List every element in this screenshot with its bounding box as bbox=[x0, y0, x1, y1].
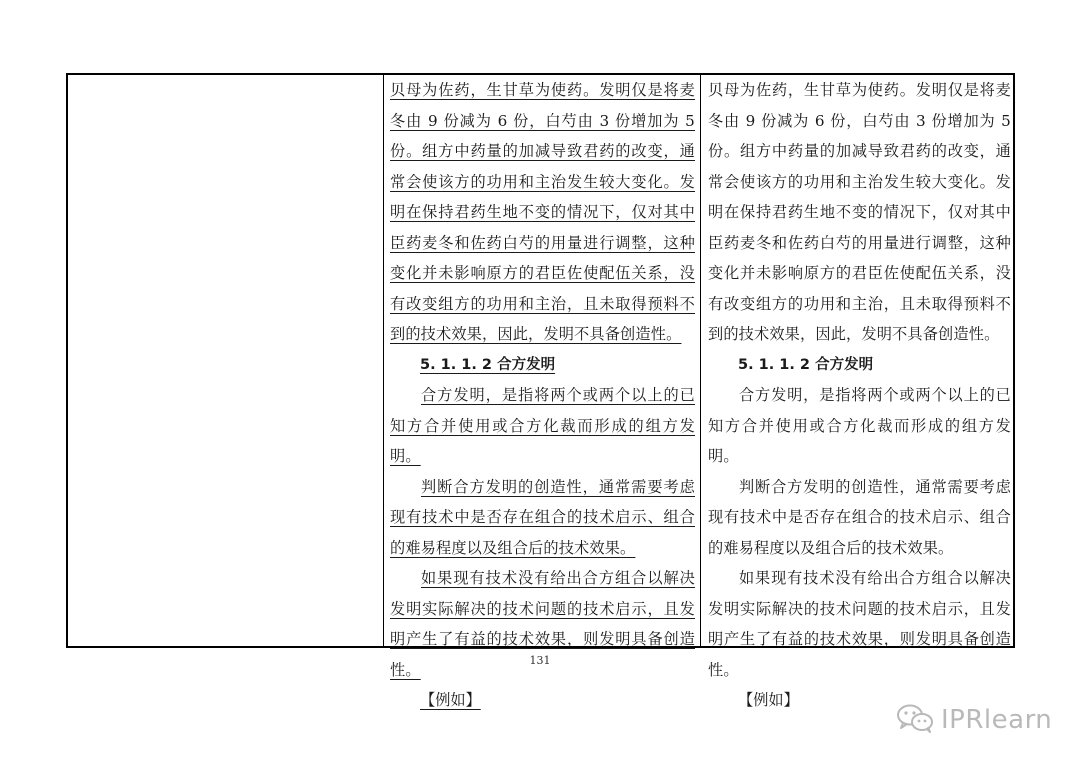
original-text-column bbox=[701, 75, 1015, 716]
paragraph-judgement: 判断合方发明的创造性，通常需要考虑现有技术中是否存在组合的技术启示、组合的难易程度以及组合后的技术效果。 bbox=[390, 477, 695, 557]
example-label: 【例如】 bbox=[738, 691, 799, 709]
paragraph-continuation: 贝母为佐药，生甘草为使药。发明仅是将麦冬由 9 份减为 6 份，白芍由 3 份增加为 5 份。组方中药量的加减导致君药的改变，通常会使该方的功用和主治发生较大变化。发明在保持君药生地不变的情况下，仅对其中臣药麦冬和佐药白芍的用量进行调整，这种变化并未影响原方的君臣佐使配伍关系，没有改变组方的功用和主治，且未取得预料不到的技术效果，因此，发明不具备创造性。 bbox=[390, 81, 695, 343]
paragraph-conclusion: 如果现有技术没有给出合方组合以解决发明实际解决的技术问题的技术启示，且发明产生了有益的技术效果，则发明具备创造性。 bbox=[390, 569, 695, 679]
wechat-icon bbox=[895, 702, 935, 738]
paragraph-definition: 合方发明，是指将两个或两个以上的已知方合并使用或合方化裁而形成的组方发明。 bbox=[708, 386, 1011, 465]
section-heading: 5. 1. 1. 2 合方发明 bbox=[738, 356, 874, 373]
paragraph-continuation: 贝母为佐药，生甘草为使药。发明仅是将麦冬由 9 份减为 6 份，白芍由 3 份增加为 5 份。组方中药量的加减导致君药的改变，通常会使该方的功用和主治发生较大变化。发明在保持君药生地不变的情况下，仅对其中臣药麦冬和佐药白芍的用量进行调整，这种变化并未影响原方的君臣佐使配伍关系，没有改变组方的功用和主治，且未取得预料不到的技术效果，因此，发明不具备创造性。 bbox=[708, 81, 1011, 343]
amended-text-column bbox=[384, 75, 700, 716]
watermark bbox=[895, 700, 1052, 740]
paragraph-definition: 合方发明，是指将两个或两个以上的已知方合并使用或合方化裁而形成的组方发明。 bbox=[390, 386, 695, 465]
section-heading: 5. 1. 1. 2 合方发明 bbox=[420, 356, 556, 373]
example-label: 【例如】 bbox=[420, 691, 481, 709]
paragraph-conclusion: 如果现有技术没有给出合方组合以解决发明实际解决的技术问题的技术启示，且发明产生了有益的技术效果，则发明具备创造性。 bbox=[708, 569, 1011, 679]
watermark-text: IPRlearn bbox=[941, 705, 1053, 735]
page-number: 131 bbox=[529, 654, 551, 667]
paragraph-judgement: 判断合方发明的创造性，通常需要考虑现有技术中是否存在组合的技术启示、组合的难易程度以及组合后的技术效果。 bbox=[708, 477, 1011, 557]
